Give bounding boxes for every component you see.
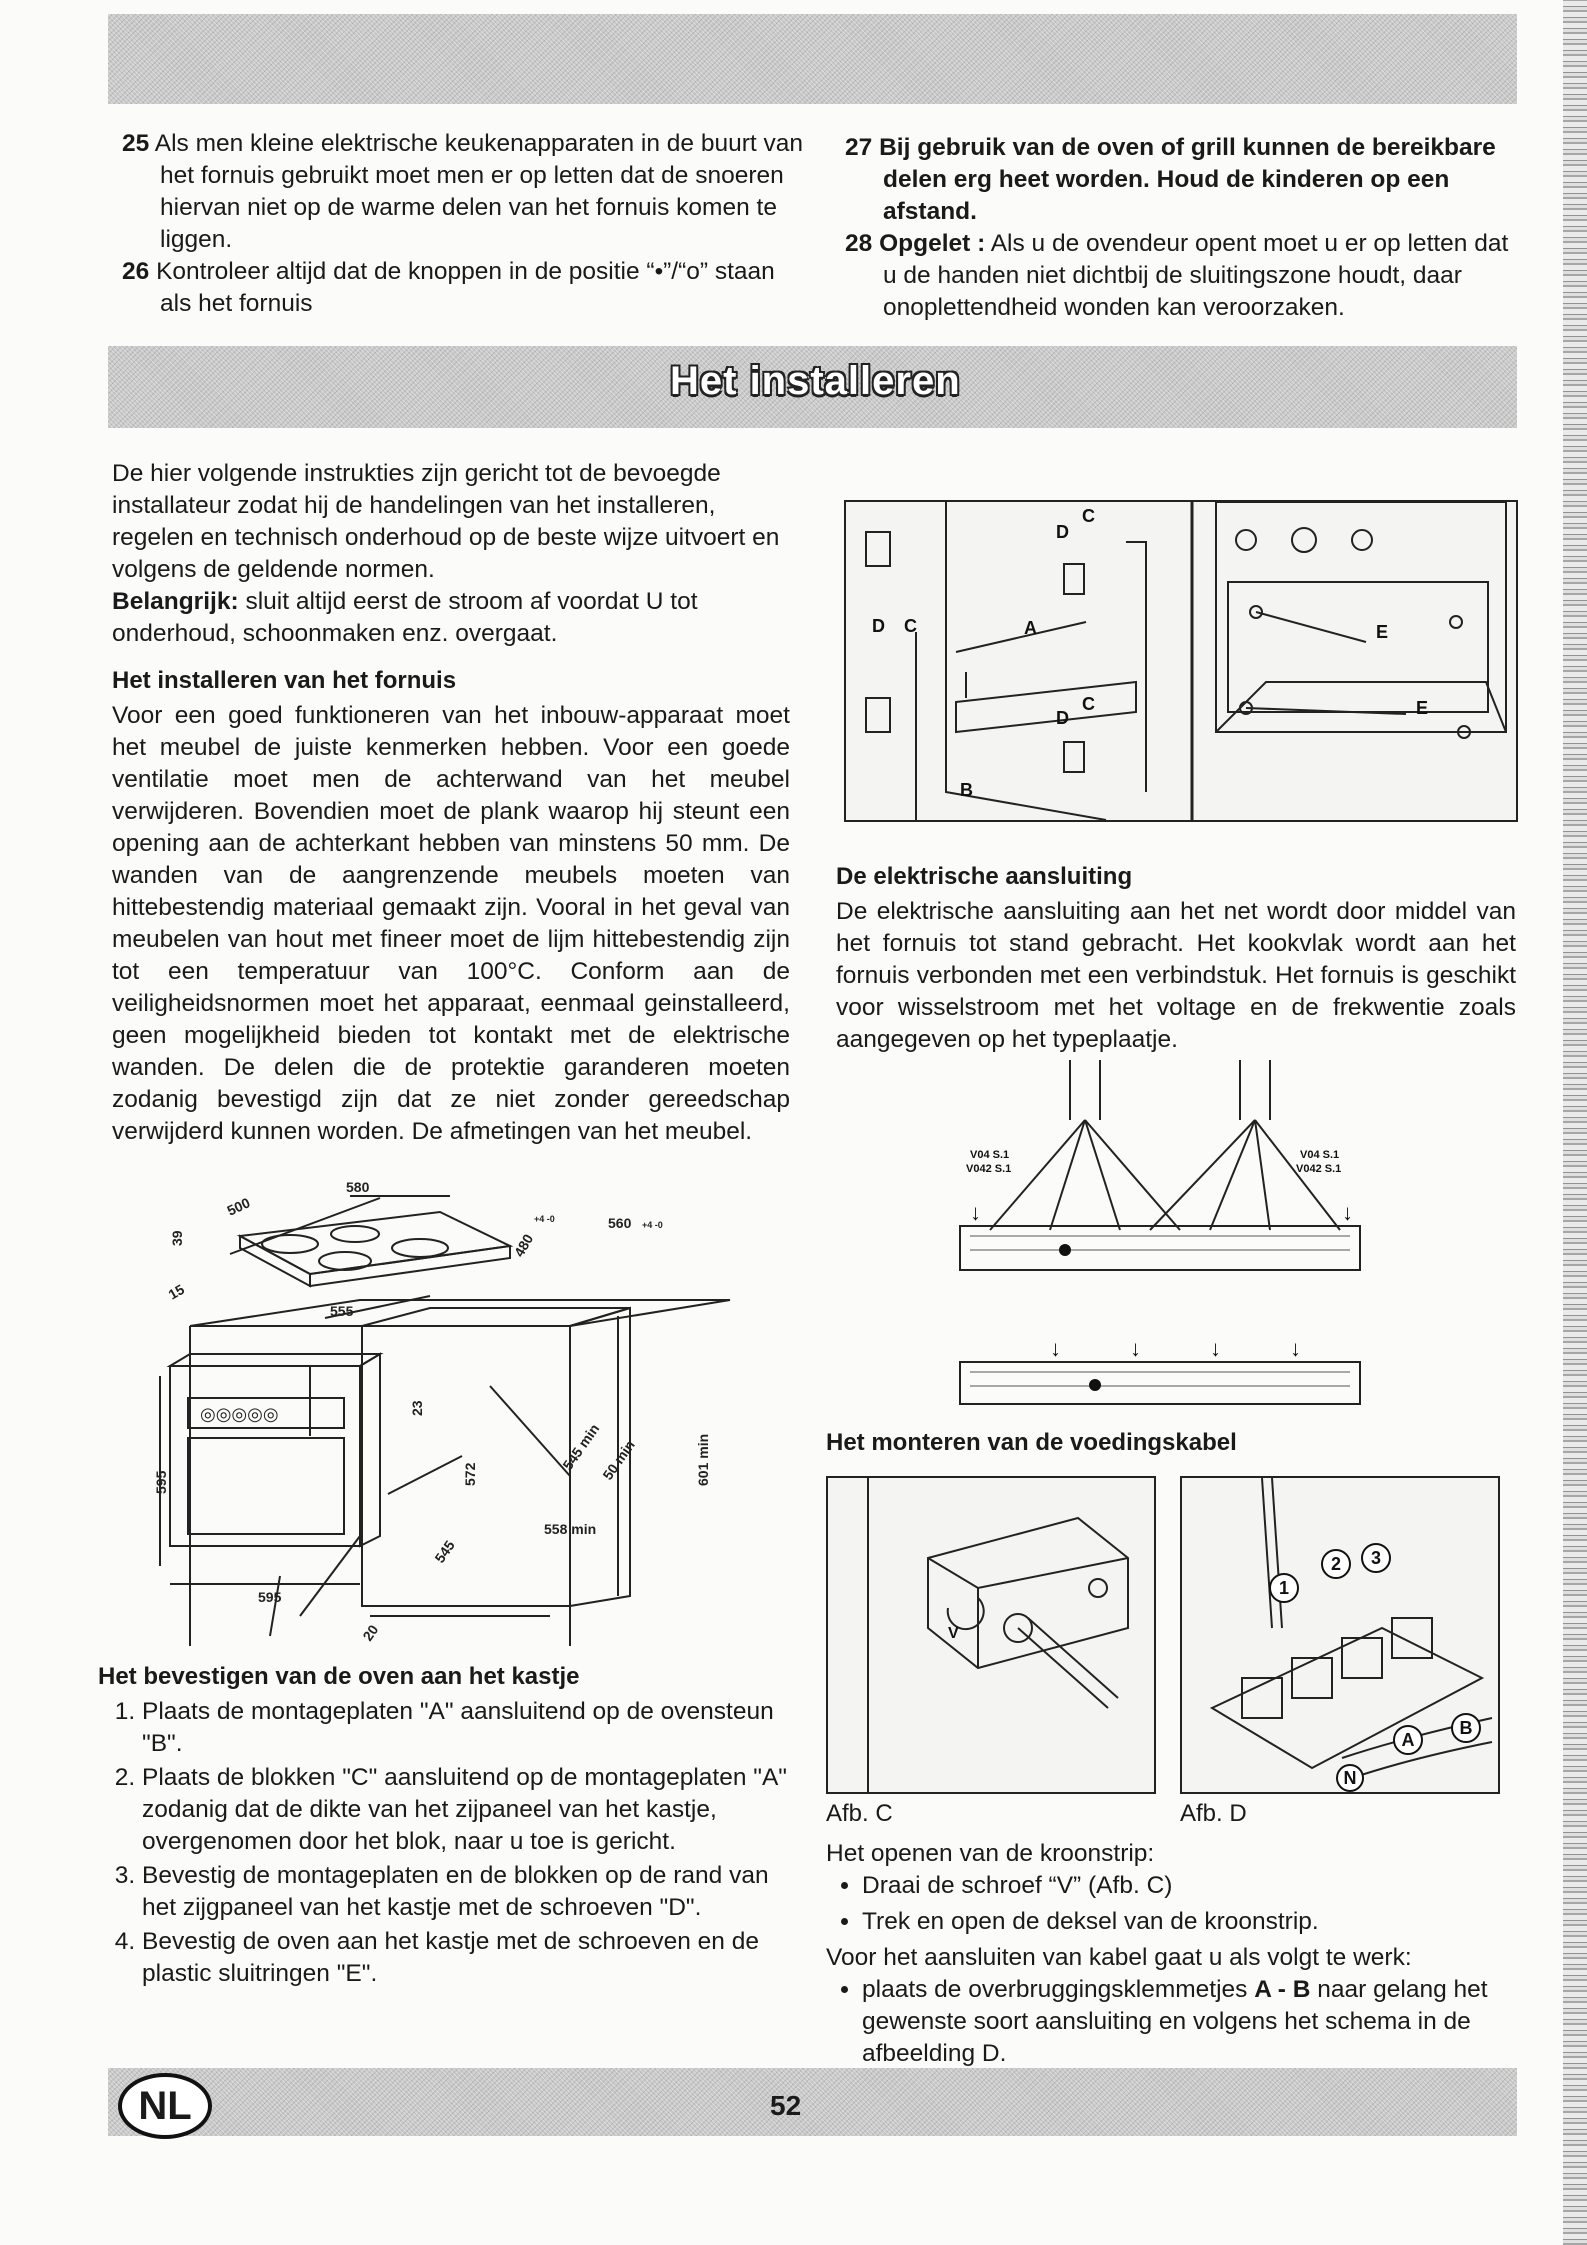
dim-560-tol: +4 -0 (642, 1220, 663, 1230)
terminal-label-right-1: V04 S.1 (1300, 1149, 1340, 1161)
dim-595w: 595 (258, 1589, 282, 1605)
fornuis-text: Voor een goed funktioneren van het inbouw-apparaat moet het meubel de juiste kenmerken hebben. Voor een goede ventilatie moet men de achterwand van het meubel verwijderen. Bovendien moet de plank waarop hij steunt een opening aan de achterkant hebben van minstens 50 mm. De wanden van de aangrenzende meubels moeten van hittebestendig materiaal gemaakt zijn. Vooral in het geval van meubelen van hout met fineer moet de lijm hittebestendig zijn tot een temperatuur van 100°C. Conform aan de veiligheidsnormen moet het apparaat, eenmaal geinstalleerd, geen mogelijkheid bieden tot kontakt met de elektrische wanden. De delen die de protektie garanderen moeten zodanig bevestigd zijn dat ze niet zonder gereedschap verwijderd kunnen worden. De afmetingen van het meubel. (112, 702, 790, 1145)
dim-23: 23 (409, 1400, 425, 1416)
dim-480-tol: +4 -0 (534, 1214, 555, 1224)
dim-580: 580 (346, 1179, 370, 1195)
figure-d (1180, 1476, 1500, 1794)
footer-band (108, 2068, 1517, 2136)
down-arrows (970, 1200, 1353, 1361)
connect-intro: Voor het aansluiten van kabel gaat u als volgt te werk: (826, 1944, 1412, 1971)
dim-558min: 558 min (544, 1521, 597, 1537)
intro (112, 458, 802, 650)
kabel-heading: Het monteren van de voedingskabel (826, 1429, 1237, 1456)
label-C-top: C (1082, 506, 1095, 526)
dim-595h: 595 (153, 1470, 169, 1494)
item-25: 25 Als men kleine elektrische keukenapparaten in de buurt van het fornuis gebruikt moet men er op letten dat de snoeren hiervan niet op de warme delen van het fornuis komen te liggen. (122, 130, 804, 253)
dim-50min: 50 min (599, 1437, 638, 1483)
step-1: 1. Plaats de montageplaten "A" aansluitend op de ovensteun "B". (142, 1696, 788, 1760)
caption-afb-c: Afb. C (826, 1800, 893, 1827)
svg-text:◎◎◎◎◎: ◎◎◎◎◎ (200, 1404, 279, 1424)
open-intro: Het openen van de kroonstrip: (826, 1840, 1155, 1867)
terminal-diagram (950, 1060, 1370, 1420)
dim-500: 500 (224, 1194, 253, 1219)
kroonstrip-instructions (826, 1838, 1506, 2074)
circle-label-2: 2 (1330, 1554, 1342, 1574)
item-28: 28 Opgelet : Als u de ovendeur opent moet u er op letten dat u de handen niet dichtbij de sluitingszone houdt, daar onoplettendheid wonden kan veroorzaken. (845, 230, 1509, 321)
svg-text:↓: ↓ (1130, 1336, 1141, 1361)
elektrisch-text: De elektrische aansluiting aan het net wordt door middel van het fornuis tot stand gebracht. Het kookvlak wordt aan het fornuis verbonden met een verbindstuk. Het fornuis is geschikt voor wisselstroom met het voltage en de frekwentie zoals aangegeven op het typeplaatje. (836, 898, 1516, 1053)
fornuis-heading: Het installeren van het fornuis (112, 667, 457, 694)
svg-text:↓: ↓ (970, 1200, 981, 1225)
dim-572: 572 (462, 1462, 478, 1486)
figure-c (826, 1476, 1156, 1794)
section-title: Het installeren (670, 359, 961, 403)
top-band (108, 14, 1517, 104)
intro-text: De hier volgende instrukties zijn gericht tot de bevoegde installateur zodat hij de handelingen van het installeren, regelen en technisch onderhoud op de beste wijze uitvoert en volgens de geldende normen. (112, 460, 780, 583)
dim-15: 15 (165, 1280, 187, 1303)
open-step-1: • Draai de schroef “V” (Afb. C) (862, 1870, 1506, 1902)
step-4: 4. Bevestig de oven aan het kastje met de schroeven en de plastic sluitringen "E". (142, 1926, 788, 1990)
label-D-left: D (872, 616, 885, 636)
connect-step: • plaats de overbruggingsklemmetjes A - B naar gelang het gewenste soort aansluiting en volgens het schema in de afbeelding D. (862, 1974, 1506, 2070)
important-label: Belangrijk: (112, 588, 239, 615)
step-3: 3. Bevestig de montageplaten en de blokken op de rand van het zijgpaneel van het kastje met de schroeven "D". (142, 1860, 788, 1924)
label-C-left: C (904, 616, 917, 636)
step-2: 2. Plaats de blokken "C" aansluitend op de montageplaten "A" zodanig dat de dikte van het zijpaneel van het kastje, overgenomen door het blok, naar u toe is gericht. (142, 1762, 788, 1858)
item-27: 27 Bij gebruik van de oven of grill kunnen de bereikbare delen erg heet worden. Houd de kinderen op een afstand. (845, 134, 1496, 225)
svg-text:↓: ↓ (1210, 1336, 1221, 1361)
bevestigen-steps (98, 1696, 788, 1992)
important-text: sluit altijd eerst de stroom af voordat U tot onderhoud, schoonmaken enz. overgaat. (112, 588, 698, 647)
svg-text:↓: ↓ (1290, 1336, 1301, 1361)
label-V: V (948, 1625, 959, 1642)
circle-label-B: B (1459, 1718, 1473, 1738)
circle-label-3: 3 (1370, 1548, 1382, 1568)
dim-601min: 601 min (695, 1433, 711, 1486)
label-E-bottom: E (1416, 698, 1429, 718)
terminal-label-left-1: V04 S.1 (970, 1149, 1010, 1161)
elektrisch-heading: De elektrische aansluiting (836, 863, 1133, 890)
svg-text:↓: ↓ (1342, 1200, 1353, 1225)
terminal-label-right-2: V042 S.1 (1296, 1163, 1342, 1175)
mounting-figure (844, 500, 1518, 822)
dim-545min: 545 min (559, 1420, 603, 1473)
svg-text:↓: ↓ (1050, 1336, 1061, 1361)
dim-39: 39 (169, 1230, 185, 1246)
label-C-bottom: C (1082, 694, 1095, 714)
caption-afb-d: Afb. D (1180, 1800, 1247, 1827)
circle-label-1: 1 (1278, 1578, 1290, 1598)
page-number: 52 (770, 2090, 802, 2121)
terminal-label-left-2: V042 S.1 (966, 1163, 1012, 1175)
dim-545: 545 (431, 1537, 458, 1566)
cabinet-dimension-diagram (130, 1176, 750, 1646)
label-D-bottom: D (1056, 708, 1069, 728)
bevestigen-heading: Het bevestigen van de oven aan het kastje (98, 1663, 580, 1690)
label-D-top: D (1056, 522, 1069, 542)
dim-480: 480 (510, 1231, 537, 1260)
circle-label-A: A (1401, 1730, 1415, 1750)
dim-555: 555 (330, 1303, 354, 1319)
country-badge: NL (118, 2073, 212, 2139)
label-A: A (1024, 618, 1037, 638)
open-step-2: • Trek en open de deksel van de kroonstrip. (862, 1906, 1506, 1938)
label-E-top: E (1376, 622, 1389, 642)
scan-edge (1563, 0, 1587, 2245)
label-B: B (960, 780, 973, 800)
dim-560: 560 (608, 1215, 632, 1231)
dim-20: 20 (359, 1621, 382, 1644)
oven-knobs (200, 1404, 279, 1424)
circle-label-N: N (1343, 1768, 1357, 1788)
item-26: 26 Kontroleer altijd dat de knoppen in de positie “•”/“o” staan als het fornuis (122, 258, 775, 317)
